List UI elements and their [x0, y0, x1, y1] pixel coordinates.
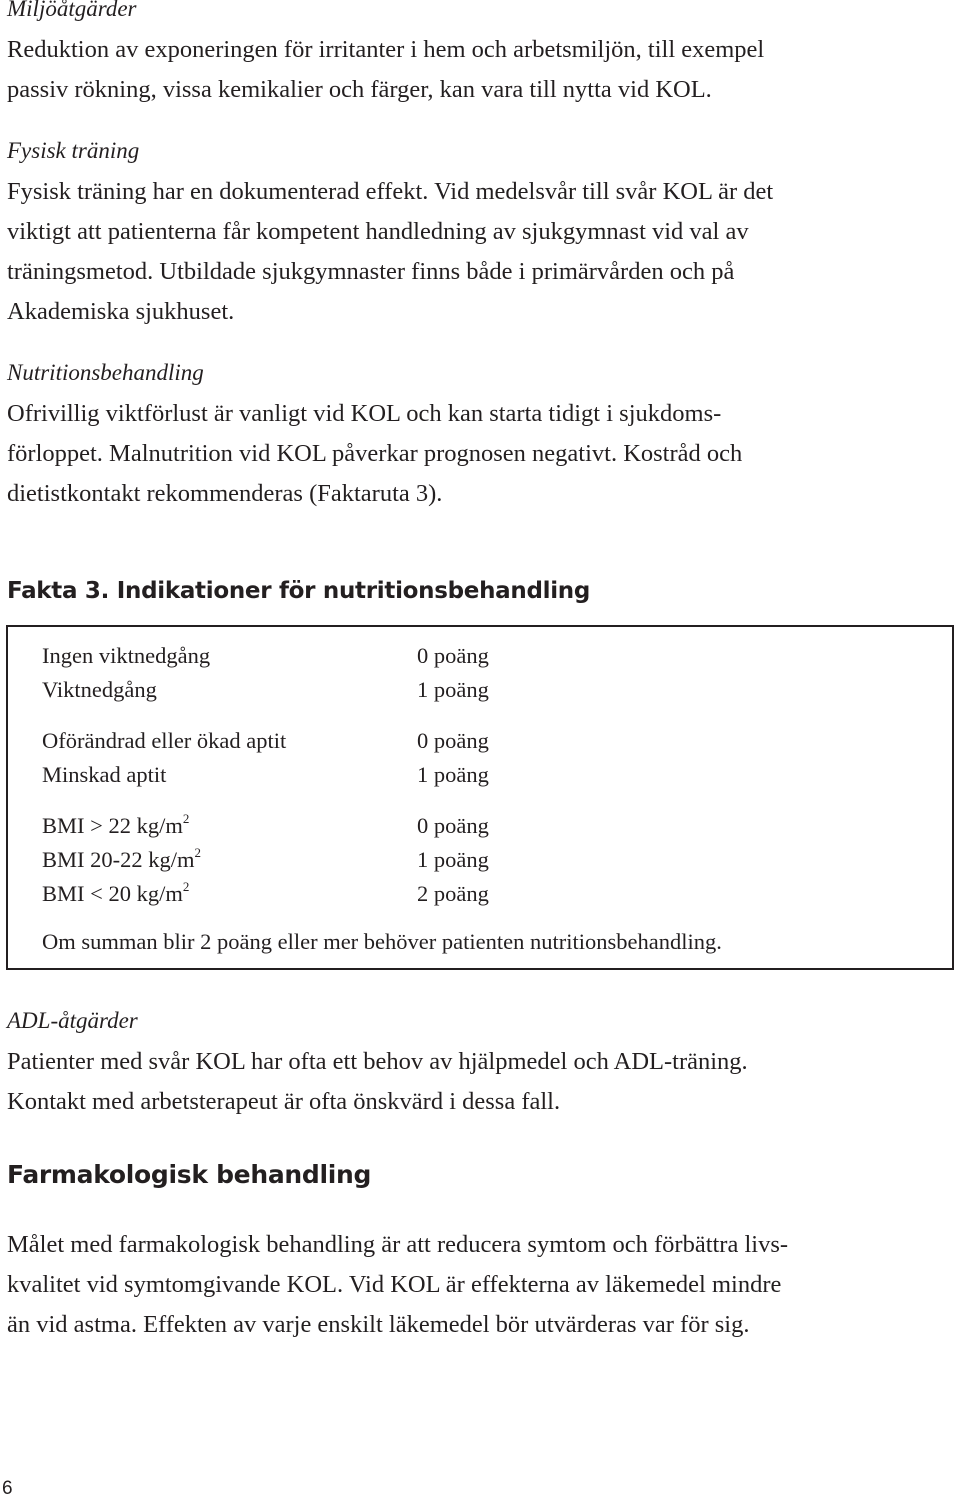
fakta-row-label: Oförändrad eller ökad aptit [42, 728, 287, 753]
fakta-row-label: Viktnedgång [42, 677, 157, 702]
fakta-row-value: 0 poäng [417, 643, 489, 668]
paragraph-nutritionsbehandling [7, 394, 952, 514]
fakta-note: Om summan blir 2 poäng eller mer behöver patienten nutritionsbehandling. [42, 929, 722, 954]
fakta-row-value: 1 poäng [417, 847, 489, 872]
superscript: 2 [182, 811, 190, 826]
text-line: dietistkontakt rekommenderas (Faktaruta 3). [7, 480, 443, 507]
text-line: förloppet. Malnutrition vid KOL påverkar prognosen negativt. Kostråd och [7, 440, 743, 467]
text-line: Kontakt med arbetsterapeut är ofta önskvärd i dessa fall. [7, 1088, 561, 1115]
paragraph-farmakologisk-behandling [7, 1225, 952, 1345]
fakta-row-label: BMI 20-22 kg/m [42, 847, 195, 872]
text-line: viktigt att patienterna får kompetent handledning av sjukgymnast vid val av [7, 218, 749, 245]
fakta-row-value: 0 poäng [417, 728, 489, 753]
fakta-row-value: 1 poäng [417, 677, 489, 702]
text-line: träningsmetod. Utbildade sjukgymnaster finns både i primärvården och på [7, 258, 735, 285]
text-line: Ofrivillig viktförlust är vanligt vid KOL och kan starta tidigt i sjukdoms- [7, 400, 722, 427]
fakta-row-value: 1 poäng [417, 762, 489, 787]
heading-farmakologisk-behandling: Farmakologisk behandling [7, 1160, 372, 1189]
fakta-row-label: Minskad aptit [42, 762, 167, 787]
superscript: 2 [182, 879, 190, 894]
fakta-row-bmi [42, 813, 189, 839]
heading-miljoatgarder: Miljöåtgärder [7, 0, 137, 21]
text-line: Fysisk träning har en dokumenterad effekt. Vid medelsvår till svår KOL är det [7, 178, 774, 205]
paragraph-miljoatgarder [7, 30, 952, 110]
fakta-row-label: Ingen viktnedgång [42, 643, 211, 668]
text-line: Akademiska sjukhuset. [7, 298, 235, 325]
fakta-row-label: BMI > 22 kg/m [42, 813, 183, 838]
superscript: 2 [194, 845, 202, 860]
fakta-row-label: BMI < 20 kg/m [42, 881, 183, 906]
text-line: kvalitet vid symtomgivande KOL. Vid KOL är effekterna av läkemedel mindre [7, 1271, 782, 1298]
text-line: passiv rökning, vissa kemikalier och färger, kan vara till nytta vid KOL. [7, 76, 712, 103]
fakta-row-bmi [42, 881, 189, 907]
fakta-row-bmi [42, 847, 201, 873]
fakta-row-value: 0 poäng [417, 813, 489, 838]
text-line: Målet med farmakologisk behandling är att reducera symtom och förbättra livs- [7, 1231, 789, 1258]
paragraph-fysisk-traning [7, 172, 952, 332]
paragraph-adl-atgarder [7, 1042, 952, 1122]
text-line: Patienter med svår KOL har ofta ett behov av hjälpmedel och ADL-träning. [7, 1048, 748, 1075]
heading-adl-atgarder: ADL-åtgärder [7, 1008, 138, 1033]
heading-fysisk-traning: Fysisk träning [7, 138, 140, 163]
text-line: Reduktion av exponeringen för irritanter i hem och arbetsmiljön, till exempel [7, 36, 765, 63]
page-number: 6 [2, 1478, 13, 1499]
fakta-box [6, 625, 954, 970]
fakta-row-value: 2 poäng [417, 881, 489, 906]
heading-nutritionsbehandling: Nutritionsbehandling [7, 360, 204, 385]
text-line: än vid astma. Effekten av varje enskilt läkemedel bör utvärderas var för sig. [7, 1311, 750, 1338]
fakta-title: Fakta 3. Indikationer för nutritionsbehandling [7, 578, 591, 604]
